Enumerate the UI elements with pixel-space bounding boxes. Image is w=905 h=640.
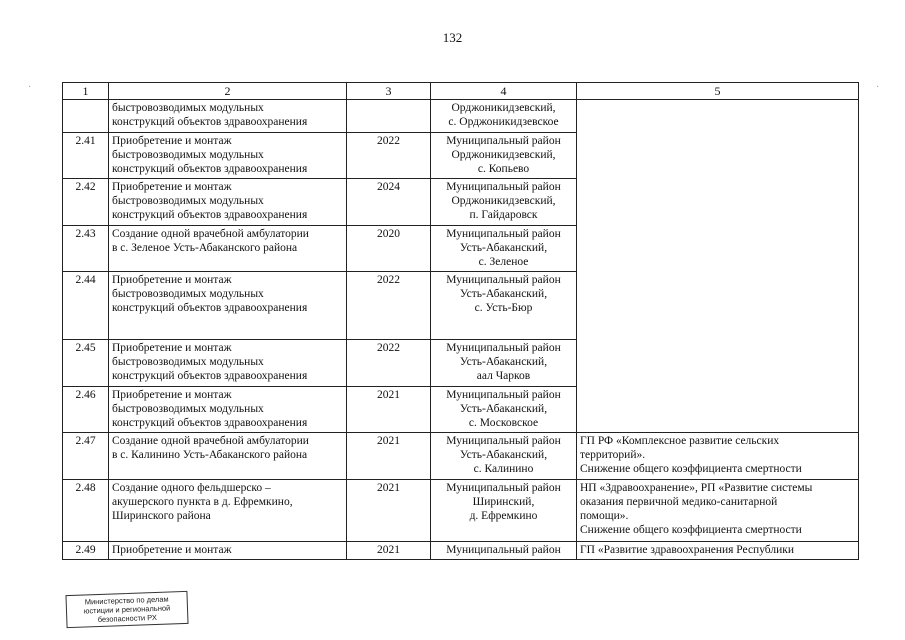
activity-cell — [109, 387, 347, 433]
location-cell — [431, 340, 577, 387]
location-line: Усть-Абаканский, — [459, 403, 548, 415]
row-number: 2.49 — [63, 542, 109, 560]
stamp-line: юстиции и региональной — [83, 603, 171, 616]
column-number-4: 4 — [431, 83, 577, 100]
activity-line: быстровозводимых модульных — [112, 149, 264, 161]
location-cell — [431, 272, 577, 340]
location-cell — [431, 133, 577, 179]
activity-line: в с. Зеленое Усть-Абаканского района — [112, 242, 298, 254]
program-cell — [577, 480, 859, 542]
column-number-3: 3 — [347, 83, 431, 100]
ministry-stamp — [65, 591, 188, 628]
location-cell — [431, 387, 577, 433]
table-row — [63, 100, 859, 133]
row-number: 2.43 — [63, 226, 109, 272]
table-row — [63, 480, 859, 542]
row-number: 2.45 — [63, 340, 109, 387]
location-line: Орджоникидзевский, — [451, 102, 556, 114]
location-line: с. Орджоникидзевское — [448, 116, 559, 128]
stamp-line: безопасности РХ — [97, 612, 158, 625]
activity-line: конструкций объектов здравоохранения — [112, 209, 308, 221]
location-line: Ширинский, — [472, 496, 535, 508]
program-cell — [577, 542, 859, 560]
activity-line: конструкций объектов здравоохранения — [112, 417, 308, 429]
row-number: 2.41 — [63, 133, 109, 179]
program-cell — [577, 433, 859, 480]
activity-line: Приобретение и монтаж — [112, 135, 232, 147]
location-line: д. Ефремкино — [469, 510, 538, 522]
activity-cell — [109, 340, 347, 387]
location-line: Муниципальный район — [446, 274, 561, 286]
location-line: с. Зеленое — [478, 256, 529, 268]
column-number-1: 1 — [63, 83, 109, 100]
location-line: с. Калинино — [473, 463, 534, 475]
location-line: с. Усть-Бюр — [474, 302, 533, 314]
activity-cell — [109, 272, 347, 340]
activity-cell — [109, 542, 347, 560]
location-line: Муниципальный район — [446, 228, 561, 240]
margin-mark-right: · — [876, 82, 880, 93]
location-cell — [431, 179, 577, 226]
year-cell: 2022 — [347, 340, 431, 387]
year-cell: 2022 — [347, 272, 431, 340]
location-line: Усть-Абаканский, — [459, 449, 548, 461]
location-line: Муниципальный район — [446, 435, 561, 447]
location-line: Муниципальный район — [446, 482, 561, 494]
location-line: Орджоникидзевский, — [451, 149, 556, 161]
activity-line: конструкций объектов здравоохранения — [112, 163, 308, 175]
row-number: 2.46 — [63, 387, 109, 433]
activity-line: конструкций объектов здравоохранения — [112, 302, 308, 314]
row-number: 2.48 — [63, 480, 109, 542]
year-cell: 2024 — [347, 179, 431, 226]
activity-line: Приобретение и монтаж — [112, 181, 232, 193]
program-line: помощи». — [580, 510, 629, 522]
location-line: с. Копьево — [477, 163, 530, 175]
location-line: Муниципальный район — [446, 389, 561, 401]
location-line: аал Чарков — [476, 370, 531, 382]
program-line: Снижение общего коэффициента смертности — [580, 524, 802, 536]
stamp-line: Министерство по делам — [84, 594, 169, 607]
activity-line: быстровозводимых модульных — [112, 102, 264, 114]
activity-line: Приобретение и монтаж — [112, 342, 232, 354]
activity-line: Приобретение и монтаж — [112, 544, 232, 556]
activity-line: конструкций объектов здравоохранения — [112, 370, 308, 382]
program-table — [62, 82, 859, 560]
activity-line: Ширинского района — [112, 510, 211, 522]
year-cell: 2021 — [347, 480, 431, 542]
program-line: НП «Здравоохранение», РП «Развитие системы — [580, 482, 813, 494]
table-row — [63, 433, 859, 480]
location-line: Орджоникидзевский, — [451, 195, 556, 207]
column-number-2: 2 — [109, 83, 347, 100]
program-line: оказания первичной медико-санитарной — [580, 496, 778, 508]
table-header-row — [63, 83, 859, 100]
location-line: п. Гайдаровск — [469, 209, 538, 221]
activity-cell — [109, 100, 347, 133]
program-cell-empty — [577, 100, 859, 433]
activity-line: быстровозводимых модульных — [112, 403, 264, 415]
table-row — [63, 542, 859, 560]
activity-cell — [109, 133, 347, 179]
location-cell — [431, 226, 577, 272]
activity-line: Создание одной врачебной амбулатории — [112, 435, 309, 447]
program-line: ГП РФ «Комплексное развитие сельских — [580, 435, 780, 447]
location-line: Усть-Абаканский, — [459, 242, 548, 254]
location-line: Муниципальный район — [446, 342, 561, 354]
location-line: Муниципальный район — [446, 181, 561, 193]
year-cell — [347, 100, 431, 133]
location-line: Муниципальный район — [446, 135, 561, 147]
location-cell — [431, 433, 577, 480]
program-line: ГП «Развитие здравоохранения Республики — [580, 544, 794, 556]
activity-line: быстровозводимых модульных — [112, 356, 264, 368]
activity-line: Создание одной врачебной амбулатории — [112, 228, 309, 240]
activity-line: акушерского пункта в д. Ефремкино, — [112, 496, 293, 508]
location-cell — [431, 542, 577, 560]
location-line: с. Московское — [468, 417, 539, 429]
activity-cell — [109, 433, 347, 480]
activity-line: Приобретение и монтаж — [112, 389, 232, 401]
year-cell: 2020 — [347, 226, 431, 272]
column-number-5: 5 — [577, 83, 859, 100]
activity-line: быстровозводимых модульных — [112, 288, 264, 300]
activity-line: Приобретение и монтаж — [112, 274, 232, 286]
activity-line: быстровозводимых модульных — [112, 195, 264, 207]
location-line: Усть-Абаканский, — [459, 288, 548, 300]
row-number: 2.44 — [63, 272, 109, 340]
row-number: 2.47 — [63, 433, 109, 480]
location-cell — [431, 480, 577, 542]
location-cell — [431, 100, 577, 133]
program-line: Снижение общего коэффициента смертности — [580, 463, 802, 475]
row-number — [63, 100, 109, 133]
year-cell: 2022 — [347, 133, 431, 179]
activity-cell — [109, 226, 347, 272]
location-line: Муниципальный район — [446, 544, 561, 556]
year-cell: 2021 — [347, 433, 431, 480]
activity-cell — [109, 179, 347, 226]
activity-line: в с. Калинино Усть-Абаканского района — [112, 449, 308, 461]
year-cell: 2021 — [347, 542, 431, 560]
activity-cell — [109, 480, 347, 542]
row-number: 2.42 — [63, 179, 109, 226]
page-number: 132 — [442, 30, 463, 45]
year-cell: 2021 — [347, 387, 431, 433]
margin-mark-left: · — [28, 82, 32, 93]
activity-line: конструкций объектов здравоохранения — [112, 116, 308, 128]
location-line: Усть-Абаканский, — [459, 356, 548, 368]
activity-line: Создание одного фельдшерско – — [112, 482, 271, 494]
program-line: территорий». — [580, 449, 646, 461]
